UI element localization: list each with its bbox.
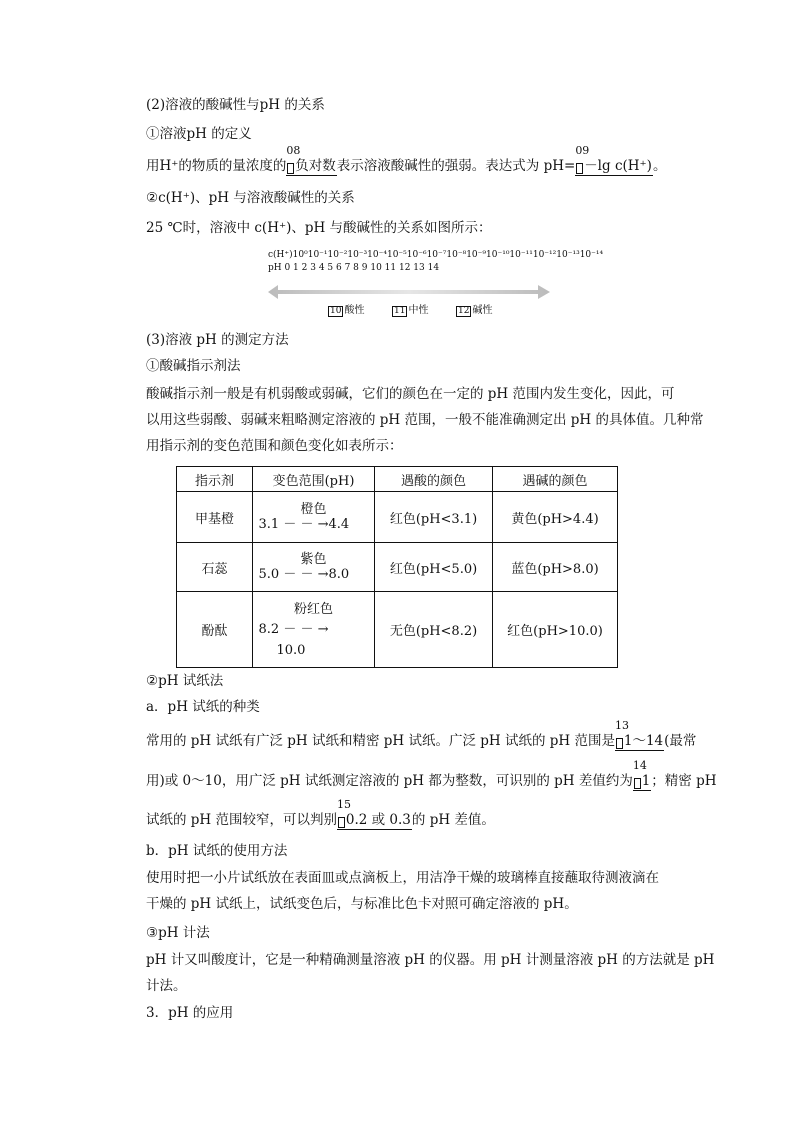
range-cell: 紫色 5.0 － － →8.0	[253, 543, 375, 592]
acid-color: 无色(pH<8.2)	[375, 592, 493, 668]
range-cell: 粉红色 8.2 － － → 10.0	[253, 592, 375, 668]
acid-color: 红色(pH<3.1)	[375, 492, 493, 543]
header-cell: 遇酸的颜色	[375, 467, 493, 492]
base-label: 12 碱性	[458, 305, 493, 316]
blank-14: 14 1	[632, 759, 651, 789]
indicator-name: 石蕊	[177, 543, 253, 592]
indicator-name: 甲基橙	[177, 492, 253, 543]
table-row	[177, 543, 618, 592]
acid-color: 红色(pH<5.0)	[375, 543, 493, 592]
section-3-title: (3)溶液 pH 的测定方法	[146, 332, 289, 348]
range-cell: 橙色 3.1 － － →4.4	[253, 492, 375, 543]
usage-line-1: 使用时把一小片试纸放在表面皿或点滴板上，用洁净干燥的玻璃棒直接蘸取待测液滴在	[146, 870, 659, 886]
ph-row: pH 0 1 2 3 4 5 6 7 8 9 10 11 12 13 14	[268, 263, 440, 273]
definition-text-2: 表示溶液酸碱性的强弱。表达式为 pH=	[336, 158, 576, 174]
subsection-ch-ph-relation: ②c(H⁺)、pH 与溶液酸碱性的关系	[146, 190, 355, 206]
subsection-ph-meter: ③pH 计法	[146, 925, 210, 941]
table-header-row	[177, 467, 618, 492]
subsection-ph-definition: ①溶液pH 的定义	[146, 126, 252, 142]
definition-text: 用H⁺的物质的量浓度的	[146, 158, 287, 174]
paper-line-1: 常用的 pH 试纸有广泛 pH 试纸和精密 pH 试纸。广泛 pH 试纸的 pH 范围是 13 1～14(最常	[146, 719, 697, 749]
ph-scale-diagram	[268, 250, 604, 320]
paper-line-3: 试纸的 pH 范围较窄，可以判别 15 0.2 或 0.3的 pH 差值。	[146, 798, 495, 828]
table-row	[177, 592, 618, 668]
blank-15: 15 0.2 或 0.3	[337, 798, 411, 828]
paragraph-line-1: 酸碱指示剂一般是有机弱酸或弱碱，它们的颜色在一定的 pH 范围内发生变化，因此，可	[146, 386, 675, 402]
paragraph-line-2: 以用这些弱酸、弱碱来粗略测定溶液的 pH 范围，一般不能准确测定出 pH 的具体值。几种常	[146, 412, 704, 428]
indicator-table	[176, 466, 618, 668]
header-cell: 变色范围(pH)	[253, 467, 375, 492]
paper-line-2: 用)或 0～10，用广泛 pH 试纸测定溶液的 pH 都为整数，可识别的 pH 差值约为 14 1；精密 pH	[146, 759, 717, 789]
acid-label: 10 酸性	[330, 305, 365, 316]
base-color: 蓝色(pH>8.0)	[493, 543, 618, 592]
neutral-label: 11 中性	[394, 305, 429, 316]
meter-line-1: pH 计又叫酸度计，它是一种精确测量溶液 pH 的仪器。用 pH 计测量溶液 pH 的方法就是 pH	[146, 952, 715, 968]
blank-13: 13 1～14	[615, 719, 664, 749]
table-row	[177, 492, 618, 543]
paragraph-line-3: 用指示剂的变色范围和颜色变化如表所示：	[146, 438, 403, 454]
paper-usage-title: b．pH 试纸的使用方法	[146, 843, 288, 859]
base-color: 红色(pH>10.0)	[493, 592, 618, 668]
meter-line-2: 计法。	[146, 978, 187, 994]
paper-types-title: a．pH 试纸的种类	[146, 699, 260, 715]
section-4-title: 3．pH 的应用	[146, 1005, 234, 1021]
temperature-line: 25 ℃时，溶液中 c(H⁺)、pH 与酸碱性的关系如图所示：	[146, 220, 492, 236]
base-color: 黄色(pH>4.4)	[493, 492, 618, 543]
subsection-indicator-method: ①酸碱指示剂法	[146, 358, 241, 374]
blank-09: 09 －lg c(H⁺)	[575, 144, 652, 174]
header-cell: 遇碱的颜色	[493, 467, 618, 492]
blank-08: 08 负对数	[286, 144, 336, 174]
subsection-ph-paper: ②pH 试纸法	[146, 673, 224, 689]
acidity-arrow	[268, 282, 558, 302]
section-2-title: (2)溶液的酸碱性与pH 的关系	[146, 97, 325, 113]
indicator-name: 酚酞	[177, 592, 253, 668]
header-cell: 指示剂	[177, 467, 253, 492]
definition-line: 用H⁺的物质的量浓度的 08 负对数表示溶液酸碱性的强弱。表达式为 pH= 09 －lg c(H⁺)。	[146, 144, 667, 174]
ch-row: c(H⁺)10⁰10⁻¹10⁻²10⁻³10⁻⁴10⁻⁵10⁻⁶10⁻⁷10⁻⁸10⁻⁹10⁻¹⁰10⁻¹¹10⁻¹²10⁻¹³10⁻¹⁴	[268, 250, 604, 260]
usage-line-2: 干燥的 pH 试纸上，试纸变色后，与标准比色卡对照可确定溶液的 pH。	[146, 896, 578, 912]
